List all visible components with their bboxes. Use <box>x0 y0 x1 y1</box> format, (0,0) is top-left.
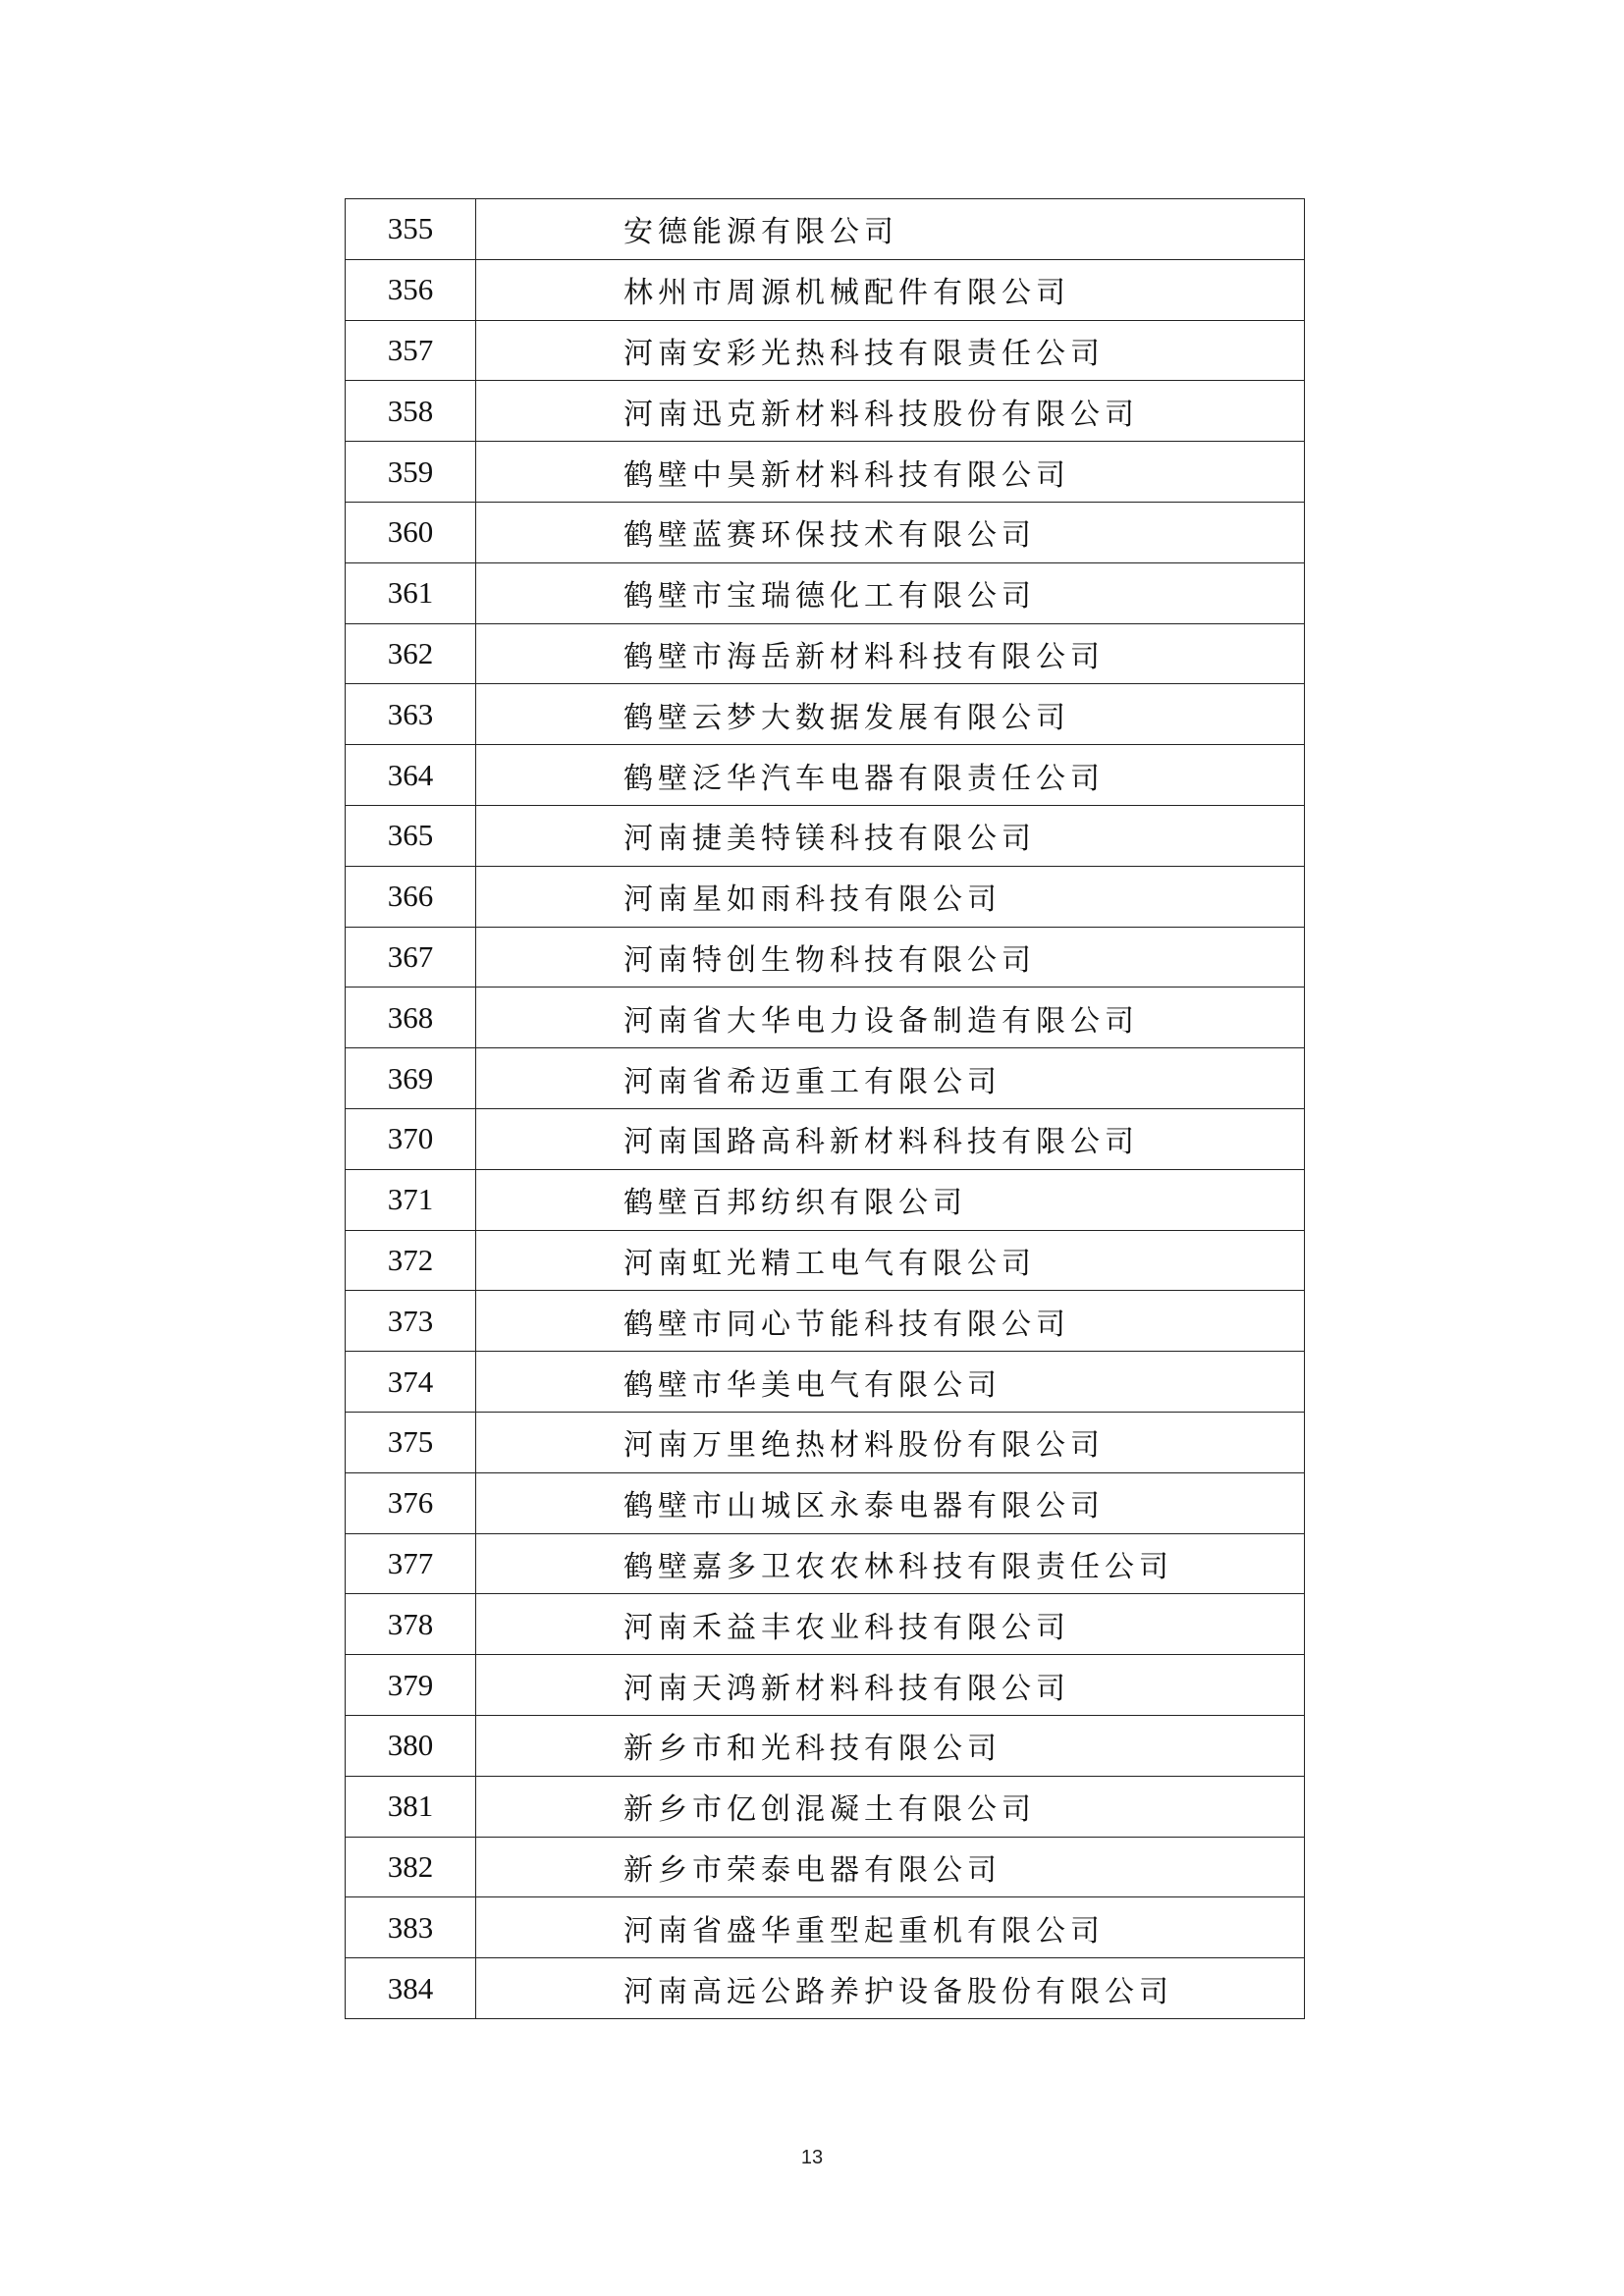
table-row <box>346 1533 1305 1594</box>
row-number-cell: 381 <box>346 1776 476 1837</box>
company-list-table <box>345 198 1305 2019</box>
table-row <box>346 1291 1305 1352</box>
company-name-cell: 鹤壁中昊新材料科技有限公司 <box>476 442 1305 503</box>
table-row <box>346 1715 1305 1776</box>
company-name-cell: 鹤壁市山城区永泰电器有限公司 <box>476 1472 1305 1533</box>
table-row <box>346 381 1305 442</box>
row-number-cell: 358 <box>346 381 476 442</box>
table-row <box>346 1594 1305 1655</box>
company-name-cell: 鹤壁蓝赛环保技术有限公司 <box>476 502 1305 562</box>
table-row <box>346 1776 1305 1837</box>
row-number-cell: 356 <box>346 259 476 320</box>
table-row <box>346 866 1305 927</box>
company-name-cell: 林州市周源机械配件有限公司 <box>476 259 1305 320</box>
table-row <box>346 1837 1305 1897</box>
row-number-cell: 372 <box>346 1230 476 1291</box>
company-name-cell: 河南国路高科新材料科技有限公司 <box>476 1108 1305 1169</box>
company-name-cell: 河南安彩光热科技有限责任公司 <box>476 320 1305 381</box>
company-name-cell: 鹤壁泛华汽车电器有限责任公司 <box>476 745 1305 806</box>
row-number-cell: 361 <box>346 562 476 623</box>
company-name-cell: 鹤壁市宝瑞德化工有限公司 <box>476 562 1305 623</box>
row-number-cell: 371 <box>346 1169 476 1230</box>
company-name-cell: 新乡市和光科技有限公司 <box>476 1715 1305 1776</box>
page-number: 13 <box>800 2147 824 2168</box>
company-name-cell: 河南禾益丰农业科技有限公司 <box>476 1594 1305 1655</box>
row-number-cell: 355 <box>346 199 476 260</box>
table-row <box>346 1897 1305 1958</box>
row-number-cell: 364 <box>346 745 476 806</box>
table-row <box>346 684 1305 745</box>
row-number-cell: 363 <box>346 684 476 745</box>
row-number-cell: 376 <box>346 1472 476 1533</box>
company-name-cell: 河南省大华电力设备制造有限公司 <box>476 988 1305 1048</box>
row-number-cell: 374 <box>346 1352 476 1413</box>
row-number-cell: 373 <box>346 1291 476 1352</box>
row-number-cell: 375 <box>346 1412 476 1472</box>
row-number-cell: 379 <box>346 1655 476 1716</box>
company-name-cell: 鹤壁嘉多卫农农林科技有限责任公司 <box>476 1533 1305 1594</box>
row-number-cell: 368 <box>346 988 476 1048</box>
row-number-cell: 367 <box>346 927 476 988</box>
table-row <box>346 1108 1305 1169</box>
table-row <box>346 623 1305 684</box>
table-row <box>346 199 1305 260</box>
row-number-cell: 362 <box>346 623 476 684</box>
row-number-cell: 377 <box>346 1533 476 1594</box>
row-number-cell: 357 <box>346 320 476 381</box>
row-number-cell: 366 <box>346 866 476 927</box>
table-row <box>346 988 1305 1048</box>
table-row <box>346 1048 1305 1109</box>
company-name-cell: 河南捷美特镁科技有限公司 <box>476 805 1305 866</box>
company-name-cell: 鹤壁市海岳新材料科技有限公司 <box>476 623 1305 684</box>
company-name-cell: 鹤壁云梦大数据发展有限公司 <box>476 684 1305 745</box>
row-number-cell: 365 <box>346 805 476 866</box>
company-name-cell: 河南省盛华重型起重机有限公司 <box>476 1897 1305 1958</box>
company-name-cell: 河南万里绝热材料股份有限公司 <box>476 1412 1305 1472</box>
row-number-cell: 382 <box>346 1837 476 1897</box>
table-row <box>346 1655 1305 1716</box>
company-name-cell: 安德能源有限公司 <box>476 199 1305 260</box>
company-name-cell: 河南星如雨科技有限公司 <box>476 866 1305 927</box>
company-name-cell: 河南高远公路养护设备股份有限公司 <box>476 1958 1305 2019</box>
row-number-cell: 359 <box>346 442 476 503</box>
company-name-cell: 新乡市亿创混凝土有限公司 <box>476 1776 1305 1837</box>
row-number-cell: 360 <box>346 502 476 562</box>
table-row <box>346 927 1305 988</box>
table-row <box>346 1472 1305 1533</box>
table-row <box>346 745 1305 806</box>
table-row <box>346 259 1305 320</box>
company-name-cell: 新乡市荣泰电器有限公司 <box>476 1837 1305 1897</box>
company-name-cell: 河南迅克新材料科技股份有限公司 <box>476 381 1305 442</box>
row-number-cell: 378 <box>346 1594 476 1655</box>
table-row <box>346 1352 1305 1413</box>
company-name-cell: 河南特创生物科技有限公司 <box>476 927 1305 988</box>
table-row <box>346 562 1305 623</box>
table-row <box>346 805 1305 866</box>
row-number-cell: 369 <box>346 1048 476 1109</box>
table-row <box>346 1230 1305 1291</box>
table-row <box>346 320 1305 381</box>
row-number-cell: 383 <box>346 1897 476 1958</box>
company-name-cell: 河南虹光精工电气有限公司 <box>476 1230 1305 1291</box>
row-number-cell: 380 <box>346 1715 476 1776</box>
row-number-cell: 370 <box>346 1108 476 1169</box>
company-name-cell: 鹤壁百邦纺织有限公司 <box>476 1169 1305 1230</box>
company-name-cell: 鹤壁市华美电气有限公司 <box>476 1352 1305 1413</box>
company-name-cell: 河南天鸿新材料科技有限公司 <box>476 1655 1305 1716</box>
table-row <box>346 1412 1305 1472</box>
row-number-cell: 384 <box>346 1958 476 2019</box>
table-row <box>346 442 1305 503</box>
company-name-cell: 河南省希迈重工有限公司 <box>476 1048 1305 1109</box>
company-list-body <box>346 199 1305 2019</box>
company-name-cell: 鹤壁市同心节能科技有限公司 <box>476 1291 1305 1352</box>
table-row <box>346 502 1305 562</box>
table-row <box>346 1958 1305 2019</box>
table-row <box>346 1169 1305 1230</box>
